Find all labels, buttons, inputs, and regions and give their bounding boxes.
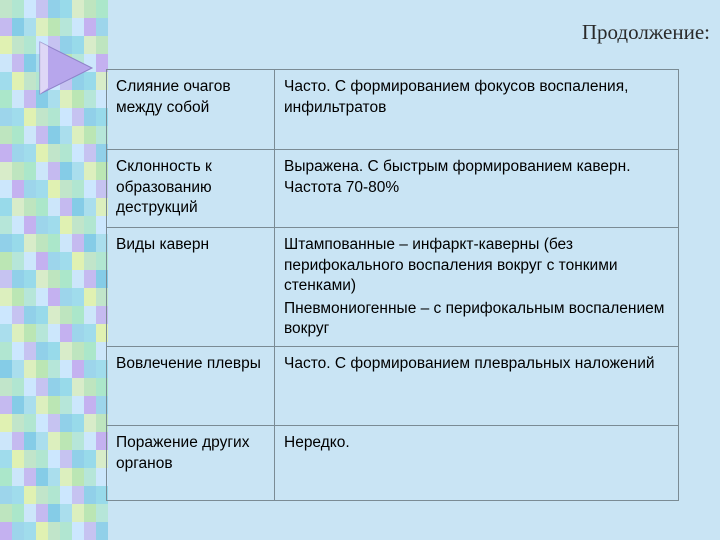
stripe-cell [48, 360, 60, 378]
stripe-cell [60, 234, 72, 252]
stripe-cell [84, 198, 96, 216]
stripe-cell [48, 108, 60, 126]
stripe-cell [24, 288, 36, 306]
stripe-cell [36, 144, 48, 162]
stripe-cell [60, 360, 72, 378]
stripe-cell [84, 342, 96, 360]
stripe-cell [72, 144, 84, 162]
stripe-column [24, 0, 36, 540]
stripe-cell [12, 162, 24, 180]
stripe-cell [12, 18, 24, 36]
row-label: Вовлечение плевры [107, 347, 275, 426]
stripe-cell [48, 504, 60, 522]
stripe-cell [84, 324, 96, 342]
stripe-cell [48, 162, 60, 180]
stripe-cell [48, 288, 60, 306]
stripe-cell [36, 468, 48, 486]
stripe-cell [0, 0, 12, 18]
stripe-cell [0, 378, 12, 396]
stripe-cell [84, 252, 96, 270]
stripe-cell [36, 270, 48, 288]
stripe-cell [84, 180, 96, 198]
stripe-cell [12, 450, 24, 468]
stripe-cell [36, 378, 48, 396]
stripe-cell [48, 414, 60, 432]
stripe-cell [84, 306, 96, 324]
stripe-cell [72, 306, 84, 324]
stripe-cell [60, 144, 72, 162]
stripe-cell [0, 108, 12, 126]
stripe-cell [60, 504, 72, 522]
stripe-cell [12, 0, 24, 18]
stripe-cell [36, 522, 48, 540]
stripe-cell [60, 522, 72, 540]
stripe-cell [96, 0, 108, 18]
row-value-text: Выражена. С быстрым формированием каверн. Частота 70-80% [284, 158, 631, 196]
stripe-cell [12, 252, 24, 270]
stripe-cell [24, 198, 36, 216]
stripe-cell [48, 180, 60, 198]
stripe-cell [48, 216, 60, 234]
stripe-cell [24, 468, 36, 486]
stripe-cell [0, 36, 12, 54]
stripe-cell [12, 414, 24, 432]
stripe-cell [84, 216, 96, 234]
stripe-cell [36, 504, 48, 522]
stripe-cell [0, 216, 12, 234]
stripe-column [0, 0, 12, 540]
table-row [107, 228, 679, 347]
table-row [107, 150, 679, 228]
stripe-cell [60, 180, 72, 198]
row-label: Виды каверн [107, 228, 275, 347]
stripe-cell [84, 378, 96, 396]
stripe-cell [0, 504, 12, 522]
stripe-cell [24, 180, 36, 198]
stripe-cell [72, 270, 84, 288]
stripe-cell [48, 324, 60, 342]
stripe-cell [24, 378, 36, 396]
row-value-text: Часто. С формированием плевральных наложений [284, 355, 655, 373]
stripe-cell [36, 252, 48, 270]
slide-pointer-triangle-icon [36, 38, 96, 98]
stripe-cell [12, 360, 24, 378]
stripe-cell [24, 396, 36, 414]
stripe-cell [60, 126, 72, 144]
stripe-cell [72, 378, 84, 396]
stripe-cell [12, 72, 24, 90]
slide-title: Продолжение: [581, 20, 710, 44]
stripe-cell [72, 324, 84, 342]
stripe-cell [0, 360, 12, 378]
stripe-cell [36, 324, 48, 342]
table-row [107, 347, 679, 426]
stripe-cell [60, 198, 72, 216]
stripe-cell [0, 288, 12, 306]
stripe-cell [84, 432, 96, 450]
stripe-cell [36, 18, 48, 36]
stripe-cell [24, 360, 36, 378]
row-label: Поражение других органов [107, 426, 275, 501]
stripe-cell [12, 486, 24, 504]
stripe-cell [36, 234, 48, 252]
stripe-cell [36, 180, 48, 198]
stripe-cell [0, 54, 12, 72]
stripe-cell [24, 450, 36, 468]
stripe-cell [24, 126, 36, 144]
row-value-text: Нередко. [284, 434, 350, 452]
stripe-cell [36, 306, 48, 324]
stripe-cell [0, 432, 12, 450]
stripe-cell [12, 396, 24, 414]
row-label: Склонность к образованию деструкций [107, 150, 275, 228]
row-value [275, 347, 679, 426]
stripe-cell [72, 108, 84, 126]
stripe-cell [24, 90, 36, 108]
stripe-cell [60, 0, 72, 18]
stripe-cell [12, 504, 24, 522]
stripe-cell [12, 468, 24, 486]
stripe-cell [12, 270, 24, 288]
stripe-cell [72, 18, 84, 36]
stripe-cell [60, 270, 72, 288]
stripe-cell [24, 252, 36, 270]
stripe-cell [84, 0, 96, 18]
stripe-cell [60, 324, 72, 342]
stripe-cell [72, 0, 84, 18]
stripe-cell [60, 18, 72, 36]
stripe-cell [48, 0, 60, 18]
stripe-cell [24, 0, 36, 18]
stripe-cell [0, 450, 12, 468]
stripe-cell [36, 108, 48, 126]
stripe-cell [84, 504, 96, 522]
stripe-cell [60, 288, 72, 306]
stripe-cell [24, 504, 36, 522]
stripe-cell [36, 198, 48, 216]
stripe-cell [48, 270, 60, 288]
stripe-cell [24, 414, 36, 432]
stripe-cell [84, 162, 96, 180]
stripe-cell [72, 396, 84, 414]
stripe-cell [60, 450, 72, 468]
stripe-cell [0, 522, 12, 540]
stripe-cell [60, 486, 72, 504]
stripe-cell [0, 270, 12, 288]
row-value [275, 70, 679, 150]
stripe-cell [36, 162, 48, 180]
stripe-cell [12, 90, 24, 108]
stripe-cell [48, 432, 60, 450]
stripe-cell [12, 198, 24, 216]
stripe-cell [84, 360, 96, 378]
stripe-cell [24, 324, 36, 342]
stripe-cell [24, 432, 36, 450]
stripe-cell [84, 450, 96, 468]
stripe-cell [60, 468, 72, 486]
row-value [275, 150, 679, 228]
stripe-cell [12, 216, 24, 234]
stripe-cell [0, 90, 12, 108]
stripe-cell [96, 522, 108, 540]
stripe-cell [84, 414, 96, 432]
stripe-cell [84, 468, 96, 486]
stripe-cell [72, 162, 84, 180]
stripe-cell [24, 54, 36, 72]
stripe-cell [96, 18, 108, 36]
stripe-cell [84, 288, 96, 306]
stripe-cell [84, 522, 96, 540]
stripe-cell [0, 252, 12, 270]
stripe-cell [12, 180, 24, 198]
stripe-cell [72, 198, 84, 216]
stripe-column [12, 0, 24, 540]
stripe-cell [60, 378, 72, 396]
stripe-cell [12, 126, 24, 144]
stripe-cell [48, 378, 60, 396]
stripe-cell [0, 342, 12, 360]
stripe-cell [60, 342, 72, 360]
stripe-cell [12, 378, 24, 396]
comparison-table [106, 69, 679, 501]
stripe-cell [0, 180, 12, 198]
stripe-cell [36, 288, 48, 306]
stripe-cell [0, 144, 12, 162]
stripe-cell [48, 252, 60, 270]
stripe-cell [36, 414, 48, 432]
stripe-cell [24, 342, 36, 360]
stripe-cell [0, 468, 12, 486]
stripe-cell [48, 450, 60, 468]
stripe-cell [84, 234, 96, 252]
stripe-cell [24, 234, 36, 252]
stripe-cell [12, 324, 24, 342]
stripe-cell [24, 108, 36, 126]
stripe-cell [84, 18, 96, 36]
stripe-cell [60, 306, 72, 324]
stripe-cell [48, 18, 60, 36]
row-value-text: Штампованные – инфаркт-каверны (без перифокального воспаления вокруг с тонкими стенками) [284, 236, 618, 295]
stripe-cell [84, 396, 96, 414]
stripe-cell [48, 342, 60, 360]
stripe-cell [72, 432, 84, 450]
stripe-cell [48, 468, 60, 486]
stripe-cell [36, 360, 48, 378]
stripe-cell [0, 18, 12, 36]
stripe-cell [60, 216, 72, 234]
stripe-cell [48, 126, 60, 144]
stripe-cell [12, 342, 24, 360]
stripe-cell [96, 36, 108, 54]
row-label: Слияние очагов между собой [107, 70, 275, 150]
stripe-cell [84, 270, 96, 288]
stripe-cell [72, 486, 84, 504]
stripe-cell [72, 252, 84, 270]
stripe-cell [24, 522, 36, 540]
stripe-cell [0, 324, 12, 342]
stripe-cell [48, 486, 60, 504]
stripe-cell [36, 432, 48, 450]
stripe-cell [24, 18, 36, 36]
row-value [275, 228, 679, 347]
stripe-cell [84, 108, 96, 126]
stripe-cell [72, 468, 84, 486]
stripe-cell [48, 144, 60, 162]
stripe-cell [0, 126, 12, 144]
stripe-cell [36, 342, 48, 360]
stripe-cell [12, 36, 24, 54]
stripe-cell [36, 126, 48, 144]
table-row [107, 426, 679, 501]
stripe-cell [24, 144, 36, 162]
row-value-text: Часто. С формированием фокусов воспаления, инфильтратов [284, 78, 629, 116]
stripe-cell [36, 486, 48, 504]
stripe-cell [72, 180, 84, 198]
stripe-cell [48, 234, 60, 252]
stripe-cell [0, 414, 12, 432]
stripe-cell [36, 0, 48, 18]
stripe-cell [0, 486, 12, 504]
stripe-cell [48, 396, 60, 414]
stripe-cell [48, 306, 60, 324]
stripe-cell [72, 234, 84, 252]
stripe-cell [84, 144, 96, 162]
stripe-cell [72, 522, 84, 540]
stripe-cell [72, 288, 84, 306]
stripe-cell [60, 414, 72, 432]
stripe-cell [72, 450, 84, 468]
stripe-cell [84, 486, 96, 504]
stripe-cell [24, 216, 36, 234]
stripe-cell [12, 432, 24, 450]
table-row [107, 70, 679, 150]
stripe-cell [24, 36, 36, 54]
stripe-cell [36, 450, 48, 468]
stripe-cell [48, 522, 60, 540]
stripe-cell [12, 288, 24, 306]
stripe-cell [24, 306, 36, 324]
stripe-cell [0, 306, 12, 324]
stripe-cell [96, 504, 108, 522]
stripe-cell [60, 108, 72, 126]
stripe-cell [84, 126, 96, 144]
stripe-cell [12, 306, 24, 324]
stripe-cell [72, 504, 84, 522]
stripe-cell [0, 72, 12, 90]
stripe-cell [12, 108, 24, 126]
stripe-cell [36, 216, 48, 234]
stripe-cell [12, 54, 24, 72]
stripe-cell [60, 432, 72, 450]
stripe-cell [0, 234, 12, 252]
stripe-cell [0, 396, 12, 414]
stripe-cell [12, 144, 24, 162]
stripe-cell [72, 342, 84, 360]
row-value [275, 426, 679, 501]
stripe-cell [72, 126, 84, 144]
stripe-cell [72, 216, 84, 234]
stripe-cell [0, 162, 12, 180]
stripe-cell [36, 396, 48, 414]
stripe-cell [12, 522, 24, 540]
stripe-cell [72, 360, 84, 378]
stripe-cell [60, 252, 72, 270]
stripe-cell [60, 396, 72, 414]
stripe-cell [24, 72, 36, 90]
stripe-cell [60, 162, 72, 180]
stripe-cell [72, 414, 84, 432]
stripe-cell [24, 486, 36, 504]
stripe-cell [24, 162, 36, 180]
stripe-cell [12, 234, 24, 252]
row-value-text: Пневмониогенные – с перифокальным воспалением вокруг [284, 299, 665, 338]
stripe-cell [24, 270, 36, 288]
stripe-cell [48, 198, 60, 216]
stripe-cell [0, 198, 12, 216]
